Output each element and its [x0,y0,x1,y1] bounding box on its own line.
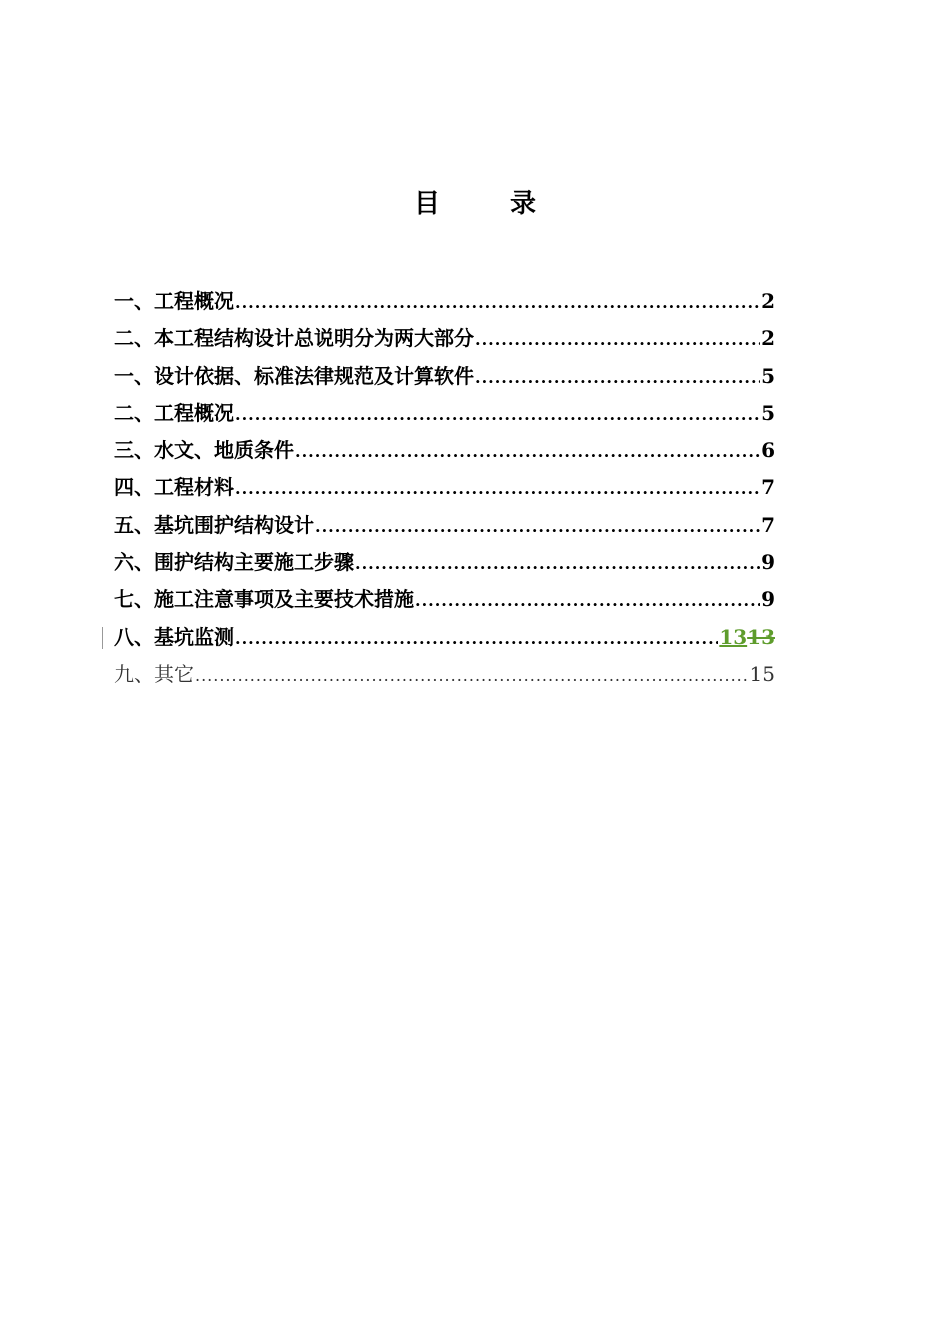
toc-entry-page: 5 [761,400,775,425]
toc-leader-dots [415,582,760,619]
toc-entry-page: 7 [761,475,775,500]
toc-entry-label: 三、水文、地质条件 [114,438,294,463]
toc-leader-dots [315,508,760,545]
toc-entry-label: 二、本工程结构设计总说明分为两大部分 [114,326,474,351]
toc-entry-label: 六、围护结构主要施工步骤 [114,550,354,575]
toc-leader-dots [235,284,760,321]
toc-leader-dots [475,359,760,396]
toc-entry-tracked-change[interactable] [114,619,775,656]
toc-entry[interactable] [114,581,775,618]
table-of-contents [114,283,775,693]
toc-entry-label: 四、工程材料 [114,475,234,500]
toc-entry-page: 2 [761,326,775,351]
inserted-page-number: 13 [719,624,748,649]
toc-leader-dots [355,545,760,582]
revision-change-bar [102,627,103,649]
toc-entry-label: 一、工程概况 [114,289,234,313]
toc-entry-label: 七、施工注意事项及主要技术措施 [114,587,414,612]
toc-leader-dots [295,433,760,470]
toc-leader-dots [235,470,760,507]
toc-entry[interactable] [114,395,775,432]
toc-entry-page: 2 [761,289,775,313]
toc-entry-label: 五、基坑围护结构设计 [114,512,314,537]
toc-entry-page: 15 [749,661,775,686]
toc-entry-page: 5 [761,363,775,388]
toc-entry-label: 九、其它 [114,661,194,686]
toc-entry-page [719,619,775,656]
page-title: 目 录 [413,189,558,219]
toc-entry-label: 一、设计依据、标准法律规范及计算软件 [114,363,474,388]
toc-leader-dots [475,321,760,358]
toc-leader-dots [235,620,718,657]
toc-entry[interactable] [114,320,775,357]
toc-entry[interactable] [114,507,775,544]
toc-entry[interactable] [114,283,775,320]
toc-entry[interactable] [114,432,775,469]
toc-leader-dots [195,657,749,694]
toc-entry-page: 9 [761,550,775,575]
toc-entry-label: 二、工程概况 [114,400,234,425]
deleted-page-number: 13 [747,624,775,649]
toc-entry[interactable] [114,469,775,506]
toc-entry-label: 八、基坑监测 [114,624,234,649]
toc-entry[interactable] [114,544,775,581]
toc-entry-page: 7 [761,512,775,537]
toc-entry-page: 9 [761,587,775,612]
toc-entry[interactable] [114,358,775,395]
toc-leader-dots [235,396,760,433]
toc-entry-page: 6 [761,438,775,463]
toc-entry[interactable] [114,656,775,693]
